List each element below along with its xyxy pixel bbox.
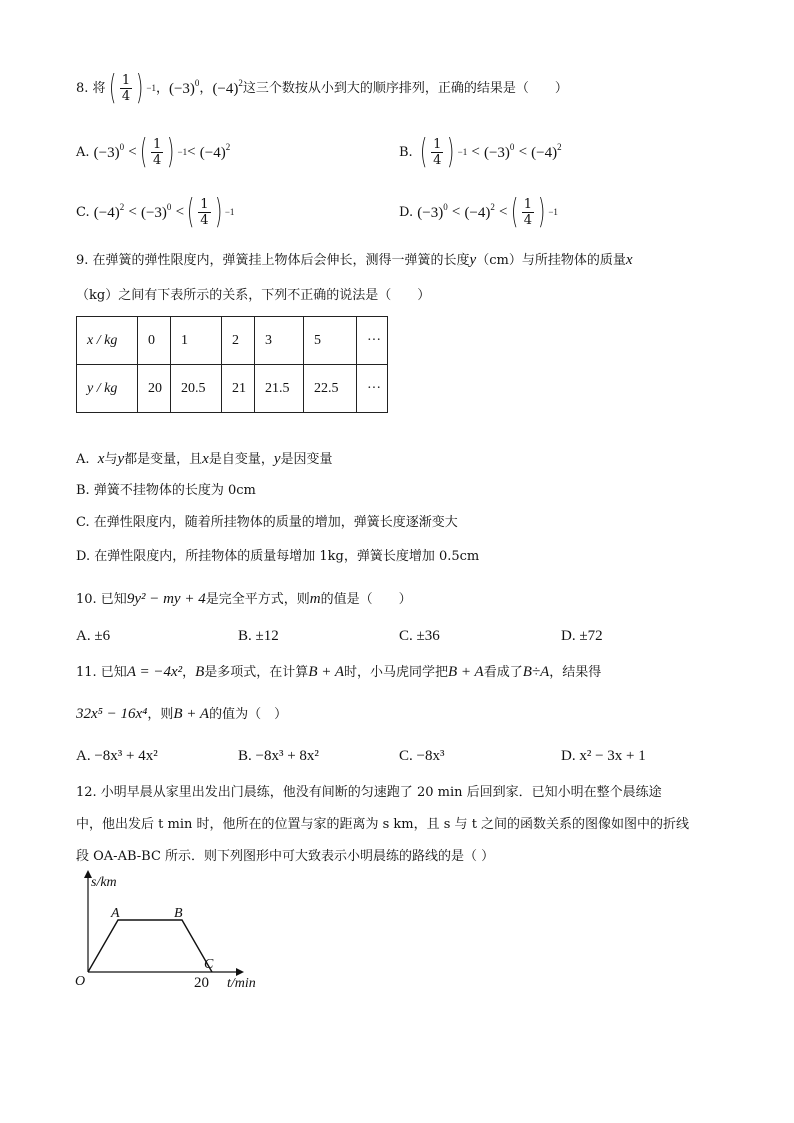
q9-data-table <box>76 316 388 413</box>
point-a-label: A <box>111 906 120 921</box>
q12-stem-line1: 12. 小明早晨从家里出发出门晨练，他没有间断的匀速跑了 20 min 后回到家．已知小明在整个晨练途 <box>76 785 662 800</box>
q10-option-b[interactable]: B. ±12 <box>238 628 279 644</box>
table-cell: 20.5 <box>171 365 222 413</box>
x-axis-label: t/min <box>227 976 256 991</box>
table-cell: 21.5 <box>255 365 304 413</box>
q9-option-b[interactable]: B. 弹簧不挂物体的长度为 0cm <box>76 483 256 498</box>
x-tick-20: 20 <box>194 975 209 991</box>
table-cell: ··· <box>357 317 388 365</box>
origin-label: O <box>75 974 86 989</box>
q10-option-d[interactable]: D. ±72 <box>561 628 603 644</box>
table-cell: 21 <box>222 365 255 413</box>
y-axis-label: s/km <box>91 875 117 890</box>
path-oa-ab-bc <box>88 920 212 972</box>
table-row <box>77 365 388 413</box>
table-row <box>77 317 388 365</box>
q9-stem-line2: （kg）之间有下表所示的关系，下列不正确的说法是（ ） <box>76 288 431 303</box>
q11-option-a[interactable]: A. −8x³ + 4x² <box>76 748 158 764</box>
q11-option-b[interactable]: B. −8x³ + 8x² <box>238 748 319 764</box>
q10-stem: 10. 已知9y² − my + 4是完全平方式，则m的值是（ ） <box>76 591 412 607</box>
q11-option-c[interactable]: C. −8x³ <box>399 748 445 764</box>
q11-stem-line1: 11. 已知A = −4x²，B是多项式，在计算B + A时，小马虎同学把B + A看成了B÷A，结果得 <box>76 664 602 680</box>
q8-stem: 8. 将 ( $\frac{1}{4}$ ) −1 ， $(-3)^0$ ， $(-4)^2$ 这三个数按从小到大的顺序排列，正确的结果是（ ） <box>76 68 568 108</box>
table-cell: 1 <box>171 317 222 365</box>
q8-number: 8. <box>76 80 89 96</box>
table-cell: ··· <box>357 365 388 413</box>
table-header-y: y / kg <box>77 365 138 413</box>
table-cell: 22.5 <box>304 365 357 413</box>
q8-post: 这三个数按从小到大的顺序排列，正确的结果是（ ） <box>242 80 568 96</box>
table-cell: 0 <box>138 317 171 365</box>
q8-option-d[interactable]: D. $(-3)^0$ < $(-4)^2$ < ( $\frac{1}{4}$ ) −1 <box>399 192 558 232</box>
x-axis-arrow <box>236 968 244 976</box>
q10-option-c[interactable]: C. ±36 <box>399 628 440 644</box>
q9-option-c[interactable]: C. 在弹性限度内，随着所挂物体的质量的增加，弹簧长度逐渐变大 <box>76 515 458 530</box>
q11-stem-line2: 32x⁵ − 16x⁴，则B + A的值为（ ） <box>76 706 288 722</box>
table-cell: 20 <box>138 365 171 413</box>
q8-pre: 将 <box>92 80 106 96</box>
q9-stem-line1: 9. 在弹簧的弹性限度内，弹簧挂上物体后会伸长，测得一弹簧的长度y（cm）与所挂物体的质量x <box>76 252 633 268</box>
q12-stem-line2: 中，他出发后 t min 时，他所在的位置与家的距离为 s km，且 s 与 t 之间的函数关系的图像如图中的折线 <box>76 817 690 832</box>
table-cell: 3 <box>255 317 304 365</box>
table-header-x: x / kg <box>77 317 138 365</box>
q9-option-a[interactable]: A. x与y都是变量，且x是自变量，y是因变量 <box>76 451 333 467</box>
q10-option-a[interactable]: A. ±6 <box>76 628 111 644</box>
q12-distance-time-graph <box>70 868 270 998</box>
q9-option-d[interactable]: D. 在弹性限度内，所挂物体的质量每增加 1kg，弹簧长度增加 0.5cm <box>76 549 480 564</box>
table-cell: 2 <box>222 317 255 365</box>
point-b-label: B <box>174 906 183 921</box>
table-cell: 5 <box>304 317 357 365</box>
q8-term1: ( $\frac{1}{4}$ ) −1 <box>108 68 156 108</box>
q8-term3: $(-4)^2$ <box>212 78 243 97</box>
q8-term2: $(-3)^0$ <box>168 78 200 97</box>
q8-option-a[interactable]: A. $(-3)^0$ < ( $\frac{1}{4}$ ) −1 < $(-4)^2$ <box>76 132 231 172</box>
q12-stem-line3: 段 OA-AB-BC 所示．则下列图形中可大致表示小明晨练的路线的是（ ） <box>76 849 495 864</box>
q8-option-c[interactable]: C. $(-4)^2$ < $(-3)^0$ < ( $\frac{1}{4}$ ) −1 <box>76 192 235 232</box>
q11-option-d[interactable]: D. x² − 3x + 1 <box>561 748 646 764</box>
point-c-label: C <box>204 957 214 972</box>
q8-option-b[interactable]: B. ( $\frac{1}{4}$ ) −1 < $(-3)^0$ < $(-4)^2$ <box>399 132 562 172</box>
